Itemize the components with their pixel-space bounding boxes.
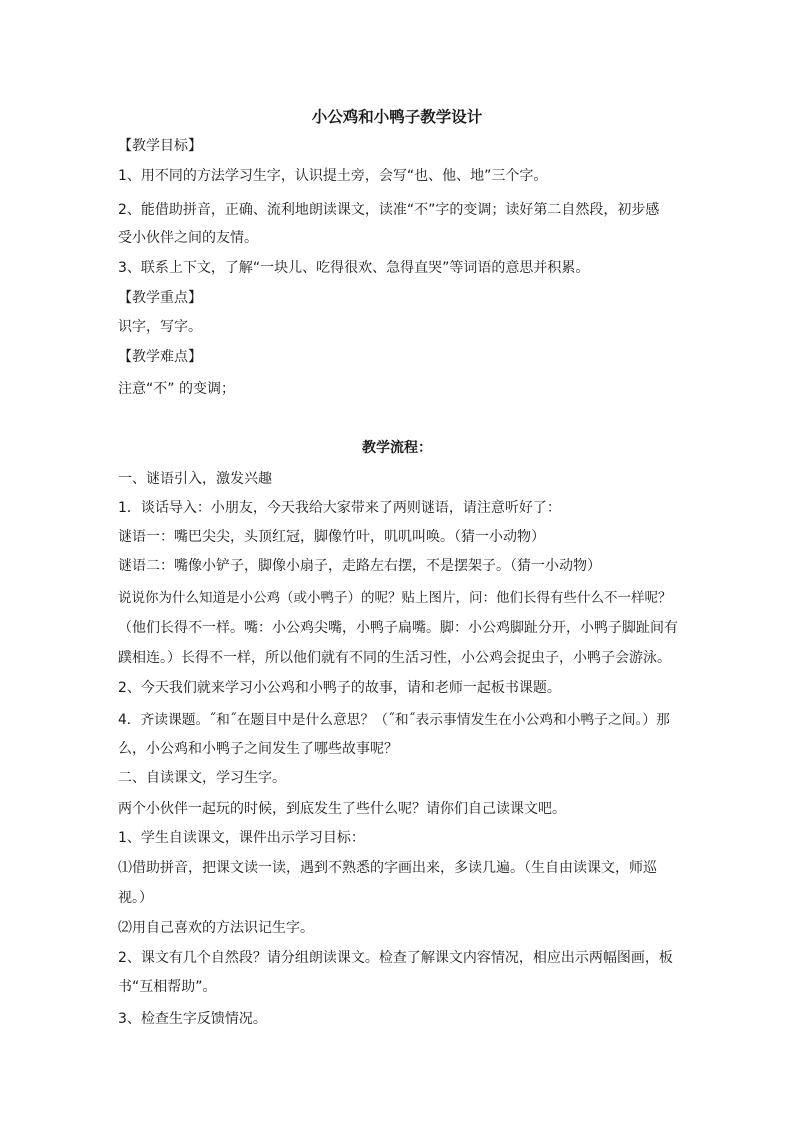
paragraph-line: 3、联系上下文，了解“一块儿、吃得很欢、急得直哭”等词语的意思并积累。 — [118, 260, 590, 276]
paragraph-line: 1、用不同的方法学习生字，认识提土旁，会写“也、他、地”三个字。 — [118, 168, 548, 184]
section-heading-difficulty: 【教学难点】 — [118, 349, 202, 365]
paragraph-line: 2、今天我们就来学习小公鸡和小鸭子的故事，请和老师一起板书课题。 — [118, 680, 561, 696]
paragraph-line: 说说你为什么知道是小公鸡（或小鸭子）的呢？贴上图片，问：他们长得有些什么不一样呢？ — [118, 590, 672, 606]
paragraph-line: 3、检查生字反馈情况。 — [118, 1011, 267, 1027]
paragraph-line: 1、学生自读课文，课件出示学习目标： — [118, 830, 365, 846]
paragraph-line: 两个小伙伴一起玩的时候，到底发生了些什么呢？请你们自己读课文吧。 — [118, 801, 566, 817]
paragraph-line: 蹼相连。）长得不一样，所以他们就有不同的生活习性，小公鸡会捉虫子，小鸭子会游泳。 — [118, 650, 671, 666]
paragraph-line: ⑵用自己喜欢的方法识记生字。 — [118, 920, 314, 936]
section-heading: 二、自读课文，学习生字。 — [118, 770, 286, 786]
paragraph-line: ⑴借助拼音，把课文读一读，遇到不熟悉的字画出来，多读几遍。（生自由读课文，师巡 — [118, 860, 657, 876]
paragraph-line: 谜语一：嘴巴尖尖，头顶红冠，脚像竹叶，叽叽叫唤。（猜一小动物） — [118, 529, 545, 545]
paragraph-line: 4．齐读课题。˝和˝在题目中是什么意思？（˝和˝表示事情发生在小公鸡和小鸭子之间。）那 — [118, 712, 670, 728]
paragraph-line: 注意“不” 的变调； — [118, 381, 235, 397]
document-title: 小公鸡和小鸭子教学设计 — [311, 108, 483, 126]
paragraph-line: 2、能借助拼音，正确、流利地朗读课文，读准“不”字的变调；读好第二自然段，初步感 — [118, 202, 660, 218]
paragraph-line: （他们长得不一样。嘴：小公鸡尖嘴，小鸭子扁嘴。脚：小公鸡脚趾分开，小鸭子脚趾间有 — [118, 620, 678, 636]
paragraph-line: 谜语二：嘴像小铲子，脚像小扇子，走路左右摆，不是摆架子。（猜一小动物） — [118, 558, 601, 574]
paragraph-line: 1．谈话导入：小朋友，今天我给大家带来了两则谜语，请注意听好了： — [118, 500, 561, 516]
paragraph-line: 2、课文有几个自然段？请分组朗读课文。检查了解课文内容情况，相应出示两幅图画，板 — [118, 950, 673, 966]
paragraph-line: 识字，写字。 — [118, 319, 202, 335]
paragraph-line: 么，小公鸡和小鸭子之间发生了哪些故事呢？ — [118, 741, 398, 757]
paragraph-line: 视。） — [118, 890, 153, 906]
paragraph-line: 书“互相帮助”。 — [118, 979, 217, 995]
section-heading-goals: 【教学目标】 — [118, 138, 202, 154]
section-heading-focus: 【教学重点】 — [118, 290, 202, 306]
paragraph-line: 受小伙伴之间的友情。 — [118, 230, 258, 246]
process-title: 教学流程： — [362, 440, 432, 456]
section-heading: 一、谜语引入，激发兴趣 — [118, 471, 272, 487]
